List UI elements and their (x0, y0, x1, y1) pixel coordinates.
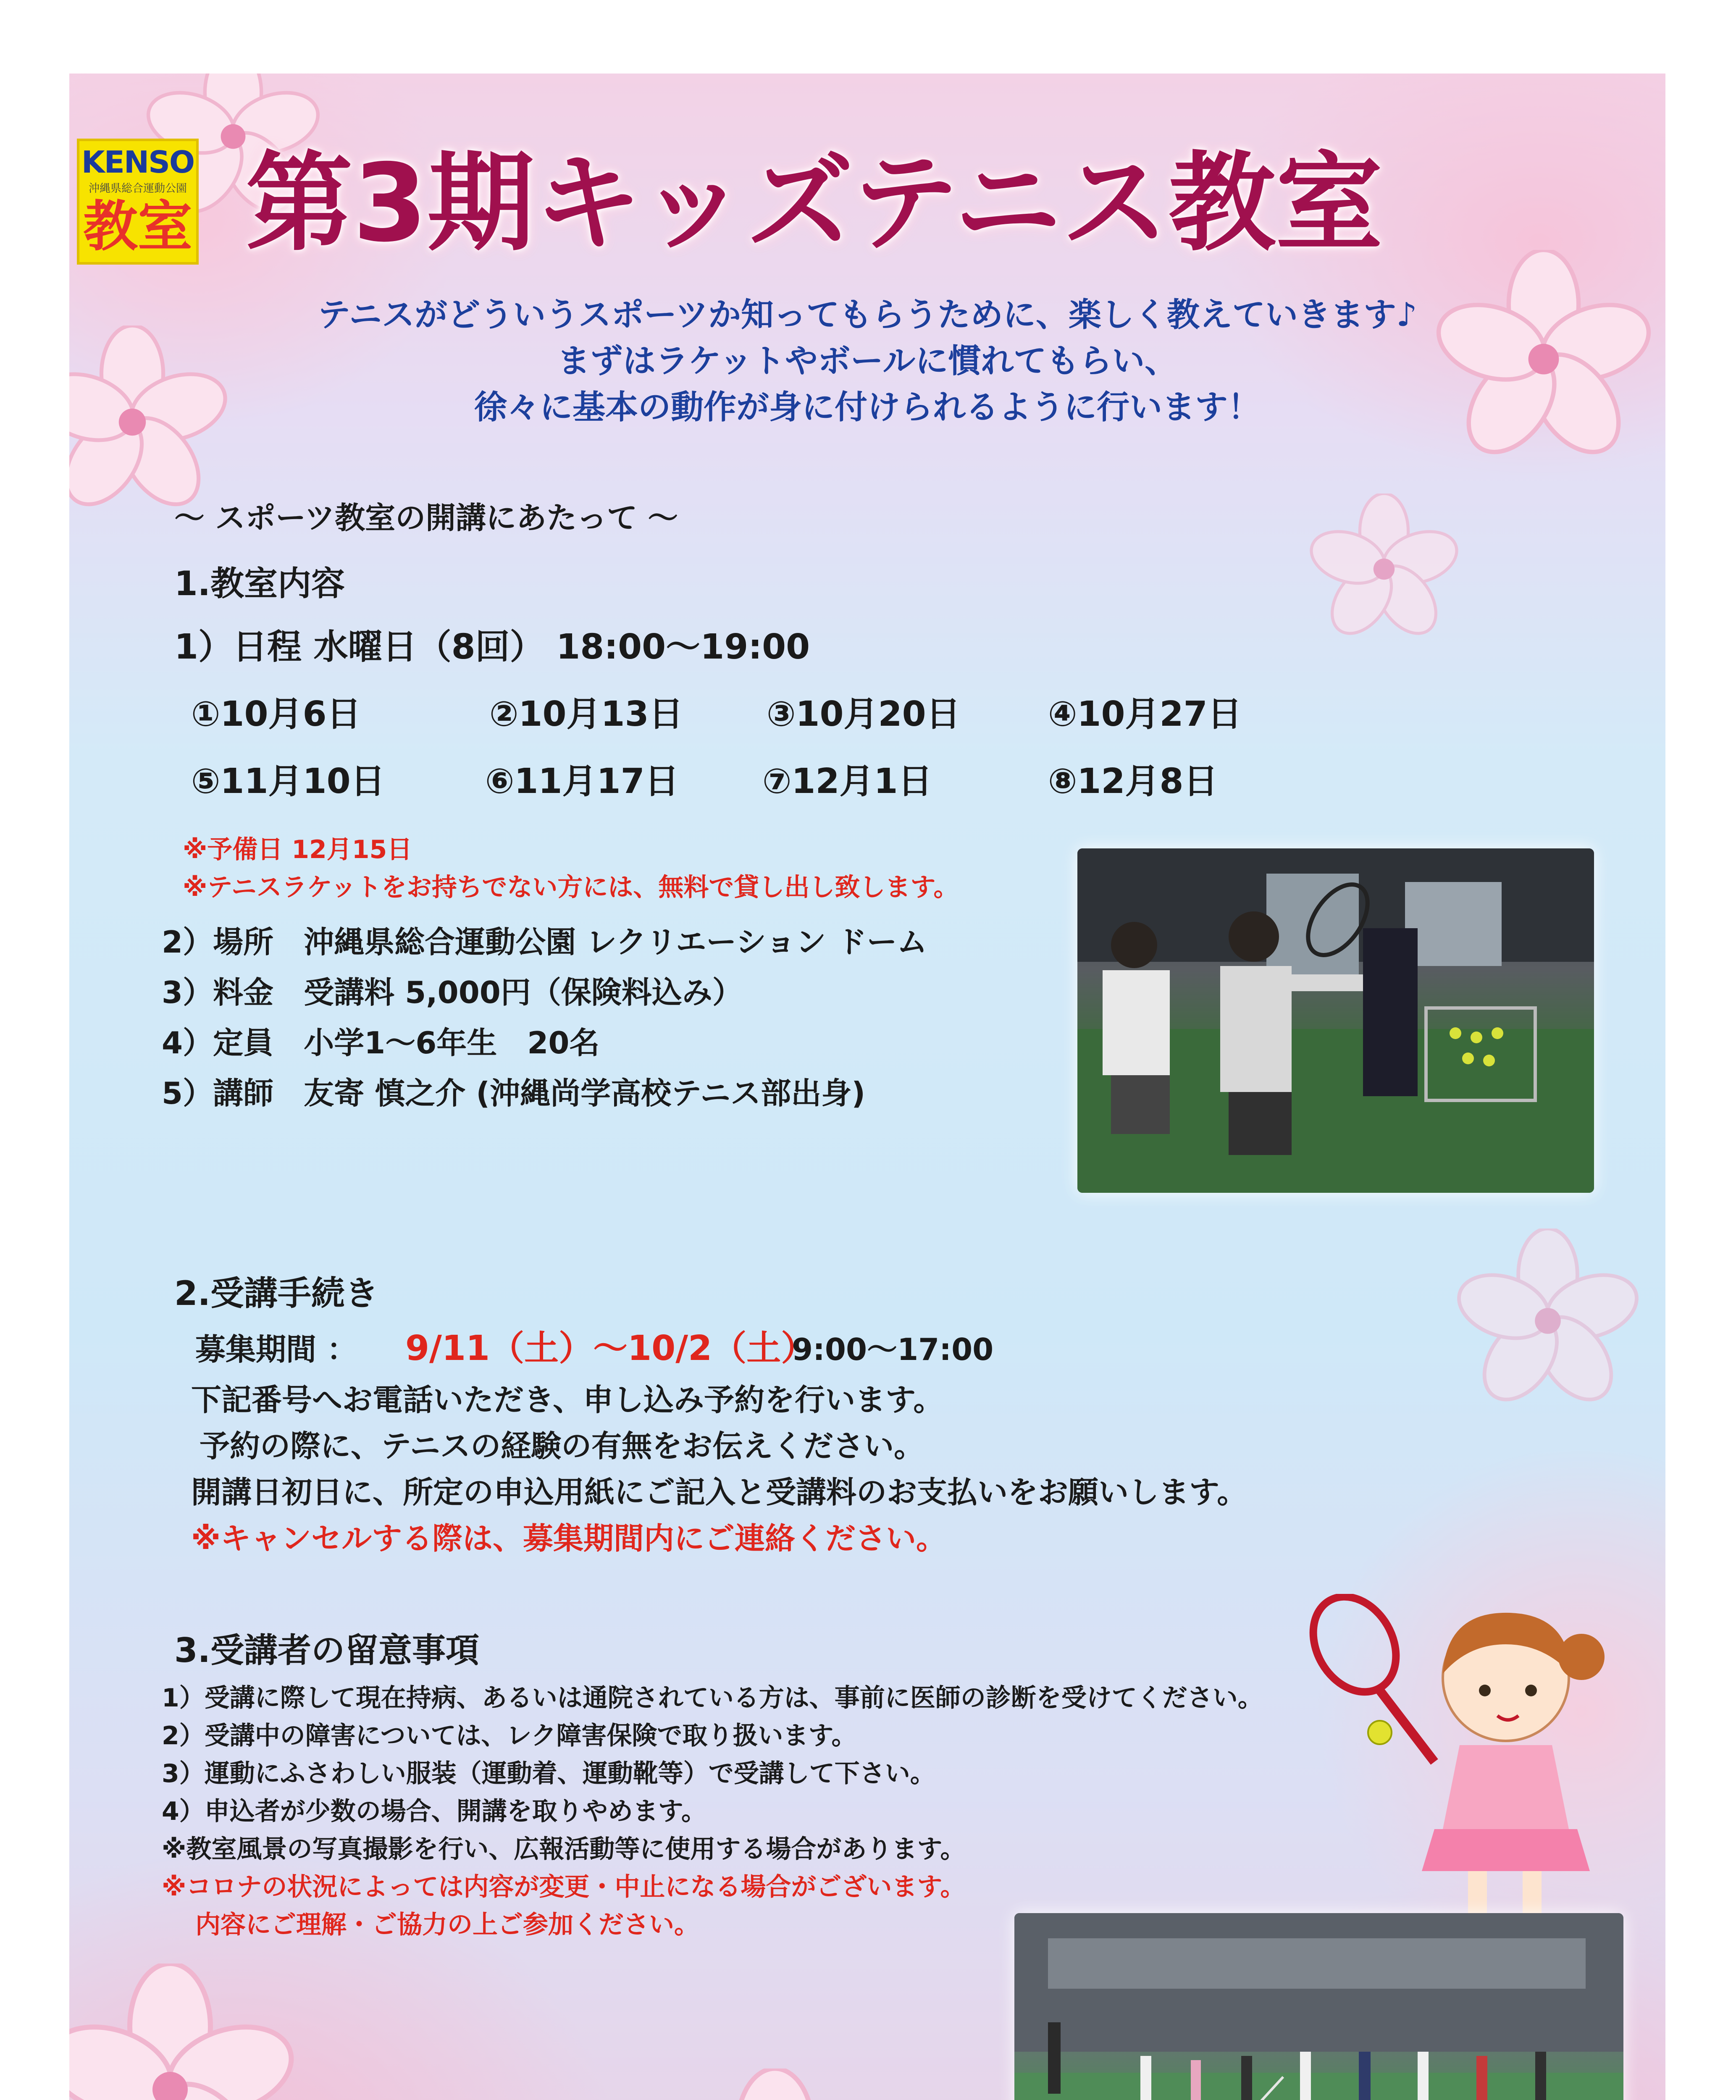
procedure-line: 予約の際に、テニスの経験の有無をお伝えください。 (200, 1428, 924, 1464)
logo-brand: KENSO (81, 144, 194, 180)
intro-line-2: まずはラケットやボールに慣れてもらい、 (557, 342, 1178, 380)
covid-note: ※コロナの状況によっては内容が変更・中止になる場合がございます。 (162, 1872, 966, 1902)
date-item: ④10月27日 (1048, 694, 1242, 734)
notice-item: ※教室風景の写真撮影を行い、広報活動等に使用する場合があります。 (162, 1835, 966, 1864)
section1-heading: 1.教室内容 (174, 564, 345, 603)
date-item: ②10月13日 (489, 694, 683, 734)
coach-line: 5）講師 友寄 慎之介 (沖縄尚学高校テニス部出身) (162, 1076, 866, 1111)
procedure-line: 開講日初日に、所定の申込用紙にご記入と受講料のお支払いをお願いします。 (191, 1475, 1248, 1510)
date-item: ⑤11月10日 (191, 761, 385, 801)
kenso-logo (77, 139, 199, 265)
date-item: ①10月6日 (191, 694, 361, 734)
section-intro: ～ スポーツ教室の開講にあたって ～ (174, 500, 678, 536)
racket-lending-note: ※テニスラケットをお持ちでない方には、無料で貸し出し致します。 (183, 873, 959, 902)
cancel-note: ※キャンセルする際は、募集期間内にご連絡ください。 (191, 1521, 946, 1556)
date-item: ⑥11月17日 (485, 761, 679, 801)
section3-heading: 3.受講者の留意事項 (174, 1631, 480, 1670)
place-line: 2）場所 沖縄県総合運動公園 レクリエーション ドーム (162, 924, 927, 960)
fee-line: 3）料金 受講料 5,000円（保険料込み） (162, 975, 743, 1010)
logo-label: 教室 (83, 194, 192, 258)
tennis-court-photo (1014, 1913, 1623, 2100)
notice-item: 3）運動にふさわしい服装（運動着、運動靴等）で受講して下さい。 (162, 1759, 935, 1788)
logo-subtitle: 沖縄県総合運動公園 (88, 182, 187, 195)
cherry-blossom-icon (657, 2068, 893, 2100)
intro-line-1: テニスがどういうスポーツか知ってもらうために、楽しく教えていきます♪ (318, 296, 1417, 334)
cherry-blossom-icon (1455, 1228, 1640, 1413)
tennis-girl-illustration (1308, 1594, 1628, 1938)
page-title: 第3期キッズテニス教室 (246, 141, 1383, 266)
intro-line-3: 徐々に基本の動作が身に付けられるように行います！ (474, 388, 1261, 426)
reserve-date-note: ※予備日 12月15日 (183, 835, 412, 864)
date-item: ⑧12月8日 (1048, 761, 1218, 801)
tennis-lesson-photo (1077, 848, 1594, 1193)
capacity-line: 4）定員 小学1～6年生 20名 (162, 1025, 600, 1060)
period-label: 募集期間 ： (195, 1332, 357, 1367)
procedure-line: 下記番号へお電話いただき、申し込み予約を行います。 (191, 1382, 944, 1418)
date-item: ③10月20日 (767, 694, 961, 734)
notice-item: 2）受講中の障害については、レク障害保険で取り扱います。 (162, 1721, 857, 1751)
notice-item: 1）受講に際して現在持病、あるいは通院されている方は、事前に医師の診断を受けてください。 (162, 1683, 1263, 1713)
section2-heading: 2.受講手続き (174, 1274, 379, 1313)
cherry-blossom-icon (1308, 494, 1460, 645)
date-item: ⑦12月1日 (762, 761, 932, 801)
period-value: 9/11（土）～10/2（土） (405, 1328, 816, 1368)
covid-note-2: 内容にご理解・ご協力の上ご参加ください。 (195, 1910, 699, 1940)
poster-background (69, 74, 1665, 2100)
schedule-line: 1）日程 水曜日（8回） 18:00～19:00 (174, 627, 810, 667)
period-time: 9:00～17:00 (792, 1332, 994, 1367)
cherry-blossom-icon (69, 1964, 296, 2100)
notice-item: 4）申込者が少数の場合、開講を取りやめます。 (162, 1797, 706, 1826)
